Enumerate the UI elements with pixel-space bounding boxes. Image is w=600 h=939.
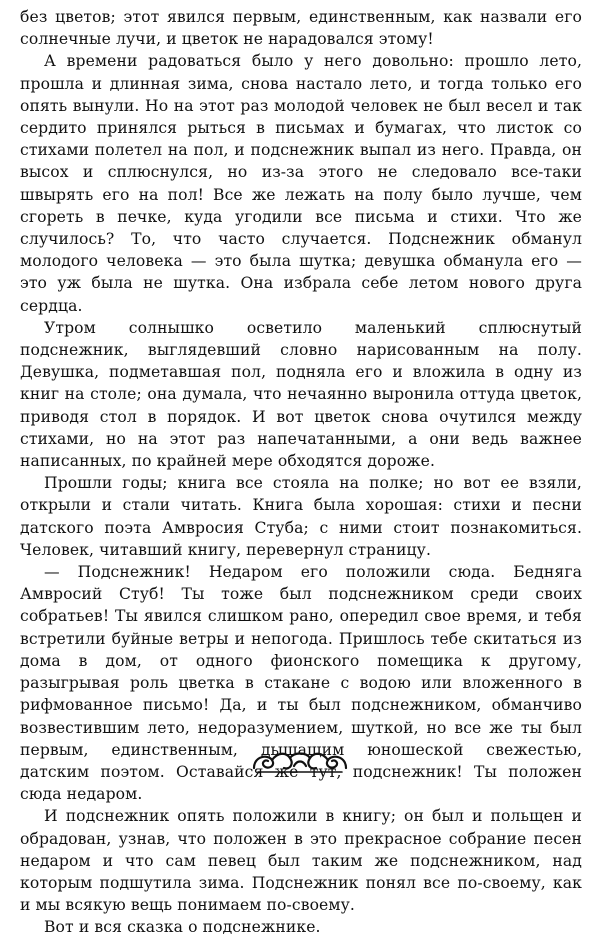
paragraph-final: Вот и вся сказка о подснежнике. — [44, 918, 321, 937]
ornament-flourish-icon — [250, 746, 350, 776]
paragraph: — Подснежник! Недаром его положили сюда. Бедняга Амвросий Стуб! Ты тоже был подснежником среди своих собратьев! Ты явился слишком рано, опередил свое время, и тебя встретили буйные ветры и непогода. Пришлось тебе скитаться из дома в дом, от одного фионского помещика к другому, разыгрывая роль цветка в стакане с водою или вложенного в рифмованное письмо! Да, и ты был подснежником, обманчиво возвестившим лето, недоразумением, шуткой, но все же ты был первым, единственным, дышащим юношеской свежестью, датским поэтом. Оставайся же тут, подснежник! Ты положен сюда недаром. — [20, 563, 582, 804]
paragraph: И подснежник опять положили в книгу; он был и польщен и обрадован, узнав, что положен в это прекрасное собрание песен недаром и что сам певец был таким же подснежником, над которым подшутила зима. Подснежник понял все по-своему, как и мы всякую вещь понимаем по-своему. — [20, 807, 582, 915]
paragraph: А времени радоваться было у него довольно: прошло лето, прошла и длинная зима, снова настало лето, и тогда только его опять вынули. Но на этот раз молодой человек не был весел и так сердито принялся рыться в письмах и бумагах, что листок со стихами полетел на пол, и подснежник выпал из него. Правда, он высох и сплюснулся, но из-за этого не следовало все-таки швырять его на пол! Все же лежать на полу было лучше, чем сгореть в печке, куда угодили все письма и стихи. Что же случилось? То, что часто случается. Подснежник обманул молодого человека — это была шутка; девушка обманула его — это уж была не шутка. Она избрала себе летом нового друга сердца. — [20, 52, 582, 315]
paragraph-continuation: без цветов; этот явился первым, единственным, как назвали его солнечные лучи, и цветок не нарадовался этому! — [20, 8, 582, 49]
page-text — [20, 6, 582, 939]
paragraph: Утром солнышко осветило маленький сплюснутый подснежник, выглядевший словно нарисованным на полу. Девушка, подметавшая пол, подняла его и вложила в одну из книг на столе; она думала, что нечаянно выронила оттуда цветок, приводя стол в порядок. И вот цветок снова очутился между стихами, но на этот раз напечатанными, а они ведь важнее написанных, по крайней мере обходятся дороже. — [20, 318, 582, 471]
paragraph: Прошли годы; книга все стояла на полке; но вот ее взяли, открыли и стали читать. Книга была хорошая: стихи и песни датского поэта Амвросия Стуба; с ними стоит познакомиться. Человек, читавший книгу, перевернул страницу. — [20, 474, 582, 559]
